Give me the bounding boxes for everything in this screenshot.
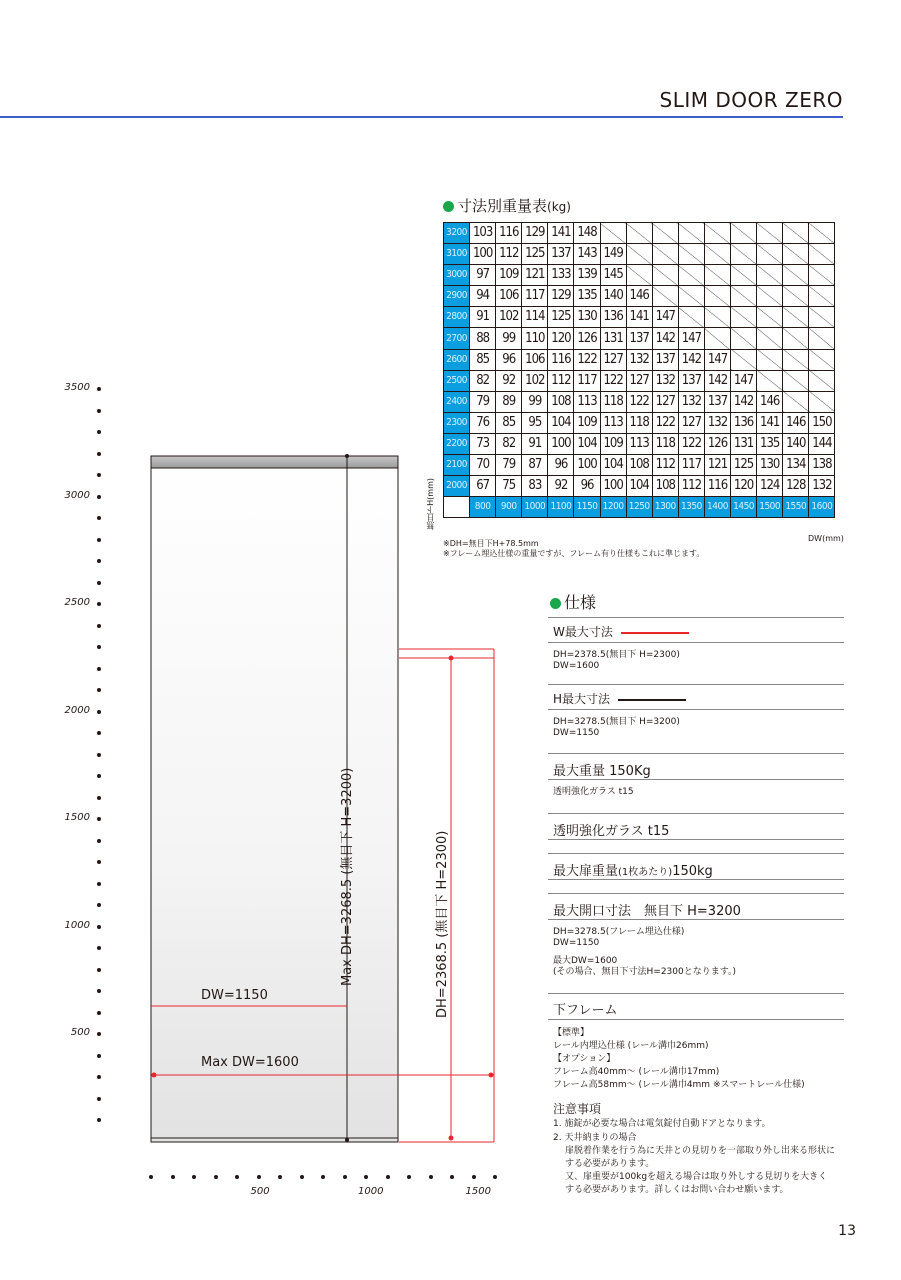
weight-cell: 108 [548,391,574,412]
label-dh: DH=2368.5 (無目下 H=2300) [435,830,450,1018]
weight-cell: 120 [548,328,574,349]
width-header-cell: 800 [470,497,496,518]
weight-cell: 132 [652,370,678,391]
weight-cell: 83 [522,476,548,497]
weight-cell: 124 [757,476,783,497]
weight-cell: 142 [678,349,704,370]
weight-cell: 99 [496,328,522,349]
table-note-2: ※フレーム埋込仕様の重量ですが、フレーム有り仕様もこれに準じます。 [443,549,705,558]
weight-cell: 117 [574,370,600,391]
weight-cell: 112 [496,244,522,265]
table-note-1: ※DH=無目下H+78.5mm [443,539,539,548]
y-scale-label: 2000 [64,704,90,716]
weight-cell: 142 [704,370,730,391]
weight-cell: 116 [704,476,730,497]
weight-cell: 136 [600,307,626,328]
weight-cell: 109 [496,265,522,286]
width-header-cell: 1250 [626,497,652,518]
spec-max-open-detail-1: DH=3278.5(フレーム埋込仕様) [553,927,685,937]
weight-cell: 126 [574,328,600,349]
weight-cell: 108 [652,476,678,497]
weight-cell: 129 [522,223,548,244]
weight-cell: 146 [757,391,783,412]
weight-cell: 137 [678,370,704,391]
weight-cell: 143 [574,244,600,265]
weight-cell: 127 [626,370,652,391]
weight-cell: 130 [574,307,600,328]
height-header-cell: 3100 [444,244,470,265]
weight-cell: 142 [652,328,678,349]
weight-cell: 127 [678,412,704,433]
width-header-cell: 1400 [704,497,730,518]
weight-cell: 89 [496,391,522,412]
weight-cell: 118 [652,433,678,454]
weight-cell: 120 [731,476,757,497]
weight-cell: 146 [783,412,809,433]
spec-max-weight: 最大重量 150Kg [553,764,651,779]
weight-cell: 112 [678,476,704,497]
weight-cell: 116 [496,223,522,244]
weight-cell: 79 [470,391,496,412]
spec-glass: 透明強化ガラス t15 [553,824,670,839]
weight-cell: 125 [548,307,574,328]
weight-cell: 144 [809,433,835,454]
weight-cell: 131 [600,328,626,349]
spec-note-2: 2. 天井納まりの場合 [553,1133,637,1143]
spec-w-max-detail-1: DH=2378.5(無目下 H=2300) [553,650,680,660]
weight-cell: 146 [626,286,652,307]
max-dh-bottom-dot [345,1138,349,1142]
weight-cell: 100 [548,433,574,454]
y-scale-label: 2500 [64,597,90,609]
spec-title-text: 仕様 [564,593,597,612]
weight-cell: 118 [626,412,652,433]
weight-cell: 102 [522,370,548,391]
weight-cell: 112 [548,370,574,391]
weight-cell: 149 [600,244,626,265]
width-header-cell: 1300 [652,497,678,518]
weight-cell: 104 [574,433,600,454]
height-header-cell: 2900 [444,286,470,307]
axis-height-label: 無目下H(mm) [426,478,435,530]
y-scale-label: 3500 [64,382,90,393]
spec-note-2a: 扉脱着作業を行う為に天井との見切りを一部取り外し出来る形状に [565,1146,836,1156]
spec-option-detail-1: フレーム高40mm～ (レール溝巾17mm) [553,1067,720,1077]
weight-cell: 97 [470,265,496,286]
weight-cell: 128 [783,476,809,497]
height-header-cell: 2600 [444,349,470,370]
width-header-cell: 1600 [809,497,835,518]
weight-cell: 134 [783,455,809,476]
weight-cell: 113 [626,433,652,454]
weight-cell: 75 [496,476,522,497]
width-header-cell: 1550 [783,497,809,518]
x-scale-label: 1000 [358,1186,384,1197]
spec-h-max-detail-1: DH=3278.5(無目下 H=3200) [553,717,680,727]
weight-cell: 150 [809,412,835,433]
weight-cell: 106 [496,286,522,307]
page-number: 13 [838,1223,856,1239]
axis-width-label: DW(mm) [808,534,844,543]
weight-cell: 121 [704,455,730,476]
width-header-cell: 1450 [731,497,757,518]
weight-cell: 141 [548,223,574,244]
spec-notes-title: 注意事項 [553,1102,602,1116]
spec-max-weight-detail: 透明強化ガラス t15 [553,787,634,797]
label-max-dw1600: Max DW=1600 [201,1055,299,1070]
weight-cell: 141 [757,412,783,433]
weight-cell: 135 [757,433,783,454]
weight-cell: 104 [548,412,574,433]
height-header-cell: 2800 [444,307,470,328]
weight-cell: 82 [470,370,496,391]
door-panel [151,456,398,1142]
spec-h-max-detail-2: DW=1150 [553,728,600,738]
weight-cell: 79 [496,455,522,476]
x-scale-label: 1500 [465,1186,491,1197]
weight-cell: 76 [470,412,496,433]
weight-cell: 117 [522,286,548,307]
spec-h-max-label: H最大寸法 [553,692,611,706]
width-header-cell: 1100 [548,497,574,518]
label-max-dh: Max DH=3268.5 (無目下 H=3200) [340,767,355,986]
height-header-cell: 2400 [444,391,470,412]
height-header-cell: 2300 [444,412,470,433]
weight-cell: 127 [652,391,678,412]
spec-standard-detail: レール内埋込仕様 (レール溝巾26mm) [553,1041,709,1051]
weight-table-title-text: 寸法別重量表 [457,197,548,215]
spec-lower-frame: 下フレーム [553,1003,618,1018]
spec-max-open-detail-2: DW=1150 [553,938,600,948]
weight-cell: 136 [731,412,757,433]
label-dw1150: DW=1150 [201,988,268,1003]
weight-cell: 137 [548,244,574,265]
weight-cell: 108 [626,455,652,476]
width-header-cell: 1150 [574,497,600,518]
weight-cell: 145 [600,265,626,286]
weight-cell: 73 [470,433,496,454]
spec-note-2b: する必要があります。 [565,1159,655,1169]
weight-cell: 135 [574,286,600,307]
spec-note-2c: 又、扉重要が100kgを超える場合は取り外しする見切りを大きく [565,1172,828,1182]
weight-cell: 113 [600,412,626,433]
weight-cell: 121 [522,265,548,286]
door-header-frame [151,456,398,468]
y-scale-label: 3000 [64,489,90,501]
spec-max-door-weight-a: 最大扉重量 [553,864,619,879]
header-title: SLIM DOOR ZERO [659,88,843,112]
max-dh-top-dot [345,454,349,458]
height-header-cell: 2000 [444,476,470,497]
weight-cell: 91 [522,433,548,454]
weight-cell: 137 [626,328,652,349]
spec-max-open-detail-3: 最大DW=1600 [553,956,618,966]
weight-cell: 147 [652,307,678,328]
weight-cell: 102 [496,307,522,328]
weight-cell: 140 [600,286,626,307]
weight-cell: 92 [496,370,522,391]
spec-w-max-detail-2: DW=1600 [553,661,600,671]
weight-cell: 110 [522,328,548,349]
weight-cell: 109 [600,433,626,454]
weight-cell: 100 [470,244,496,265]
weight-cell: 114 [522,307,548,328]
weight-cell: 138 [809,455,835,476]
width-header-cell: 1200 [600,497,626,518]
y-scale-label: 1000 [64,919,90,931]
weight-cell: 85 [496,412,522,433]
weight-cell: 132 [626,349,652,370]
weight-cell: 113 [574,391,600,412]
weight-cell: 106 [522,349,548,370]
height-header-cell: 3200 [444,223,470,244]
weight-cell: 139 [574,265,600,286]
y-scale-label: 500 [70,1027,90,1039]
weight-cell: 131 [731,433,757,454]
weight-cell: 100 [600,476,626,497]
weight-cell: 88 [470,328,496,349]
spec-max-open: 最大開口寸法 無目下 H=3200 [553,904,741,919]
weight-cell: 96 [574,476,600,497]
spec-note-1: 1. 施錠が必要な場合は電気錠付自動ドアとなります。 [553,1119,771,1129]
weight-cell: 127 [600,349,626,370]
weight-cell: 132 [678,391,704,412]
weight-cell: 122 [626,391,652,412]
weight-cell: 67 [470,476,496,497]
weight-cell: 133 [548,265,574,286]
weight-cell: 148 [574,223,600,244]
spec-w-max-label: W最大寸法 [553,625,613,639]
weight-cell: 103 [470,223,496,244]
dh-bottom-dot [449,1136,454,1141]
max-dw-right-dot [489,1073,494,1078]
weight-cell: 99 [522,391,548,412]
weight-cell: 122 [600,370,626,391]
weight-cell: 82 [496,433,522,454]
weight-cell: 94 [470,286,496,307]
height-header-cell: 2100 [444,455,470,476]
x-scale-label: 500 [250,1186,270,1197]
y-scale-label: 1500 [64,812,90,824]
width-header-cell: 1000 [522,497,548,518]
spec-max-open-detail-4: (その場合、無目下寸法H=2300となります。) [553,967,737,977]
weight-cell: 130 [757,455,783,476]
weight-cell: 141 [626,307,652,328]
spec-standard-label: 【標準】 [553,1028,590,1038]
weight-cell: 70 [470,455,496,476]
weight-cell: 147 [704,349,730,370]
weight-cell: 87 [522,455,548,476]
weight-cell: 122 [678,433,704,454]
max-dw-left-dot [152,1073,157,1078]
weight-cell: 137 [652,349,678,370]
weight-cell: 129 [548,286,574,307]
spec-option-detail-2: フレーム高58mm～ (レール溝巾4mm ※スマートレール仕様) [553,1080,805,1090]
weight-cell: 85 [470,349,496,370]
weight-cell: 126 [704,433,730,454]
weight-cell: 96 [496,349,522,370]
weight-cell: 112 [652,455,678,476]
height-header-cell: 2200 [444,433,470,454]
weight-cell: 137 [704,391,730,412]
weight-cell: 147 [731,370,757,391]
weight-cell: 104 [626,476,652,497]
weight-cell: 125 [731,455,757,476]
weight-cell: 132 [809,476,835,497]
width-header-cell: 1350 [678,497,704,518]
weight-cell: 100 [574,455,600,476]
weight-cell: 95 [522,412,548,433]
weight-cell: 92 [548,476,574,497]
weight-table-unit: (kg) [547,200,571,214]
dh-top-dot [449,656,454,661]
width-header-cell: 900 [496,497,522,518]
weight-cell: 147 [678,328,704,349]
weight-cell: 109 [574,412,600,433]
height-header-cell: 2500 [444,370,470,391]
weight-cell: 140 [783,433,809,454]
weight-cell: 116 [548,349,574,370]
weight-cell: 132 [704,412,730,433]
weight-cell: 122 [574,349,600,370]
weight-cell: 96 [548,455,574,476]
spec-max-door-weight-b: (1枚あたり) [618,867,673,878]
spec-max-door-weight-c: 150kg [672,864,713,879]
height-header-cell: 3000 [444,265,470,286]
width-header-cell: 1500 [757,497,783,518]
weight-cell: 104 [600,455,626,476]
weight-cell: 118 [600,391,626,412]
spec-option-label: 【オプション】 [553,1054,616,1064]
weight-cell: 142 [731,391,757,412]
height-header-cell: 2700 [444,328,470,349]
weight-cell: 91 [470,307,496,328]
weight-cell: 117 [678,455,704,476]
weight-cell: 122 [652,412,678,433]
spec-note-2d: する必要があります。詳しくはお問い合わせ願います。 [565,1185,789,1195]
weight-cell: 125 [522,244,548,265]
